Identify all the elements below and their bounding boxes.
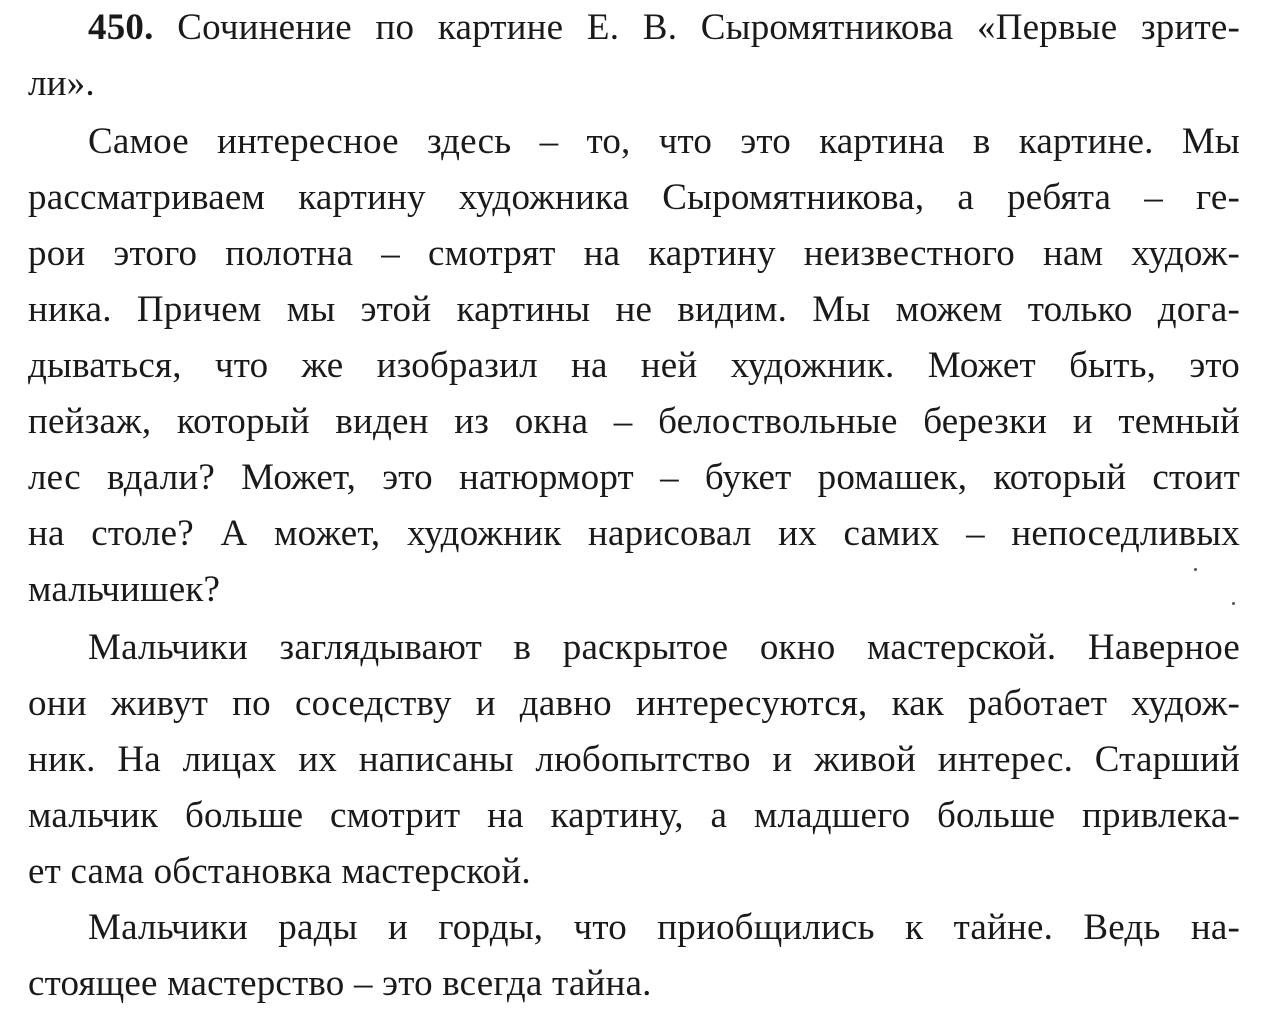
paragraph-2-line: Мальчики заглядывают в раскрытое окно мастерской. Наверное xyxy=(88,627,1240,668)
paragraph-1-line: рои этого полотна – смотрят на картину неизвестного нам худож- xyxy=(28,233,1240,274)
paragraph-2-line: ник. На лицах их написаны любопытство и живой интерес. Старший xyxy=(28,739,1240,780)
exercise-title-line-1 xyxy=(88,6,1240,50)
paragraph-3-line: стоящее мастерство – это всегда тайна. xyxy=(28,963,652,1004)
paragraph-3-line: Мальчики рады и горды, что приобщились к тайне. Ведь на- xyxy=(88,907,1240,948)
paragraph-1-line: рассматриваем картину художника Сыромятникова, а ребята – ге- xyxy=(28,177,1240,218)
paragraph-1-line: мальчишек? xyxy=(28,569,221,610)
paragraph-2-line: ет сама обстановка мастерской. xyxy=(28,851,531,892)
paragraph-2-line: они живут по соседству и давно интересуются, как работает худож- xyxy=(28,683,1240,724)
paragraph-2-line: мальчик больше смотрит на картину, а младшего больше привлека- xyxy=(28,795,1240,836)
scan-speck xyxy=(1232,602,1235,605)
paragraph-1-line: пейзаж, который виден из окна – белоствольные березки и темный xyxy=(28,401,1240,442)
paragraph-1-line: на столе? А может, художник нарисовал их самих – непоседливых xyxy=(28,513,1240,554)
paragraph-1-line: дываться, что же изобразил на ней художник. Может быть, это xyxy=(28,345,1240,386)
scan-speck xyxy=(1194,568,1197,571)
paragraph-1-line: лес вдали? Может, это натюрморт – букет ромашек, который стоит xyxy=(28,457,1240,498)
paragraph-1-line: ника. Причем мы этой картины не видим. Мы можем только дога- xyxy=(28,289,1240,330)
exercise-title: Сочинение по картине Е. В. Сыромятникова «Первые зрите- xyxy=(177,7,1241,48)
exercise-title-line-2: ли». xyxy=(28,63,95,104)
paragraph-1-line: Самое интересное здесь – то, что это картина в картине. Мы xyxy=(88,121,1240,162)
exercise-number: 450. xyxy=(88,7,154,48)
